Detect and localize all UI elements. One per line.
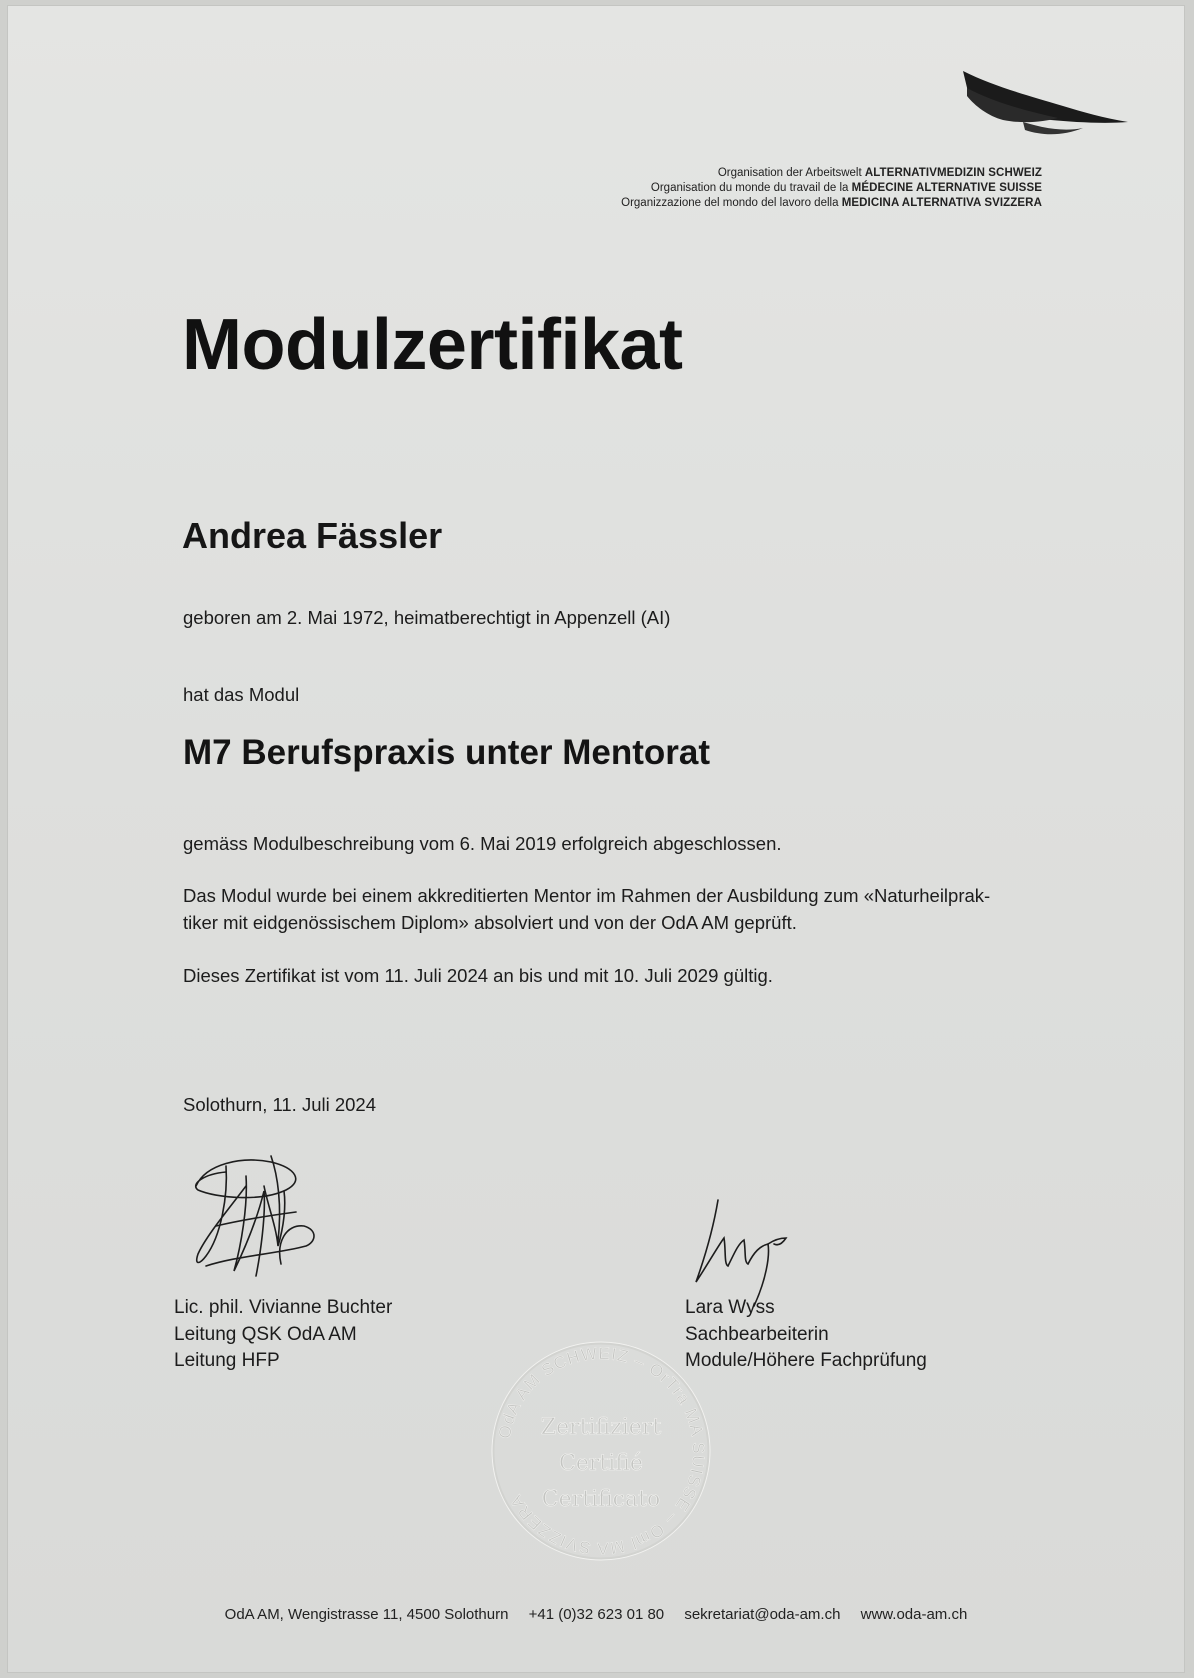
certificate-page (8, 6, 1184, 1672)
footer-address: OdA AM, Wengistrasse 11, 4500 Solothurn (224, 1606, 509, 1623)
module-intro: hat das Modul (183, 684, 300, 705)
signatory-1 (174, 1295, 392, 1375)
oda-am-logo (963, 66, 1133, 141)
footer-website[interactable]: www.oda-am.ch (860, 1606, 968, 1623)
seal-line-fr: Certifié (559, 1451, 643, 1476)
signatory-role: Module/Höhere Fachprüfung (685, 1350, 927, 1371)
footer (8, 1606, 1184, 1623)
seal-line-de: Zertifiziert (540, 1415, 662, 1440)
description-text (183, 882, 990, 936)
footer-email[interactable]: sekretariat@oda-am.ch (684, 1606, 841, 1623)
certificate-title: Modulzertifikat (182, 305, 683, 385)
signatory-role: Leitung QSK OdA AM (174, 1323, 357, 1345)
description-line: Das Modul wurde bei einem akkreditierten Mentor im Rahmen der Ausbildung zum «Naturheilprak- (183, 885, 991, 906)
organization-names (621, 166, 1042, 211)
signatory-name: Lara Wyss (685, 1297, 775, 1318)
signatory-2 (685, 1295, 927, 1375)
completion-text: gemäss Modulbeschreibung vom 6. Mai 2019 erfolgreich abgeschlossen. (183, 833, 782, 854)
org-line-de: Organisation der Arbeitswelt ALTERNATIVMEDIZIN SCHWEIZ (717, 167, 1042, 179)
birth-info: geboren am 2. Mai 1972, heimatberechtigt in Appenzell (AI) (183, 607, 671, 628)
signatory-name: Lic. phil. Vivianne Buchter (174, 1297, 393, 1318)
org-line-fr: Organisation du monde du travail de la MÉDECINE ALTERNATIVE SUISSE (650, 182, 1042, 194)
org-line-it: Organizzazione del mondo del lavoro della MEDICINA ALTERNATIVA SVIZZERA (621, 197, 1042, 209)
signatory-role: Sachbearbeiterin (685, 1323, 829, 1345)
seal-line-it: Certificato (541, 1487, 661, 1512)
signature-buchter (186, 1146, 326, 1286)
validity-text: Dieses Zertifikat ist vom 11. Juli 2024 an bis und mit 10. Juli 2029 gültig. (183, 965, 773, 986)
footer-phone: +41 (0)32 623 01 80 (528, 1606, 665, 1623)
module-name: M7 Berufspraxis unter Mentorat (183, 733, 711, 772)
embossed-seal (486, 1336, 716, 1566)
signatory-role: Leitung HFP (174, 1350, 280, 1371)
place-date: Solothurn, 11. Juli 2024 (183, 1094, 377, 1115)
holder-name: Andrea Fässler (182, 515, 443, 556)
seal-ring-text: OdA AM SCHWEIZ – OrTra MA SUISSE – Oml MA SVIZZERA (494, 1343, 709, 1559)
description-line: tiker mit eidgenössischem Diplom» absolviert und von der OdA AM geprüft. (183, 912, 797, 933)
